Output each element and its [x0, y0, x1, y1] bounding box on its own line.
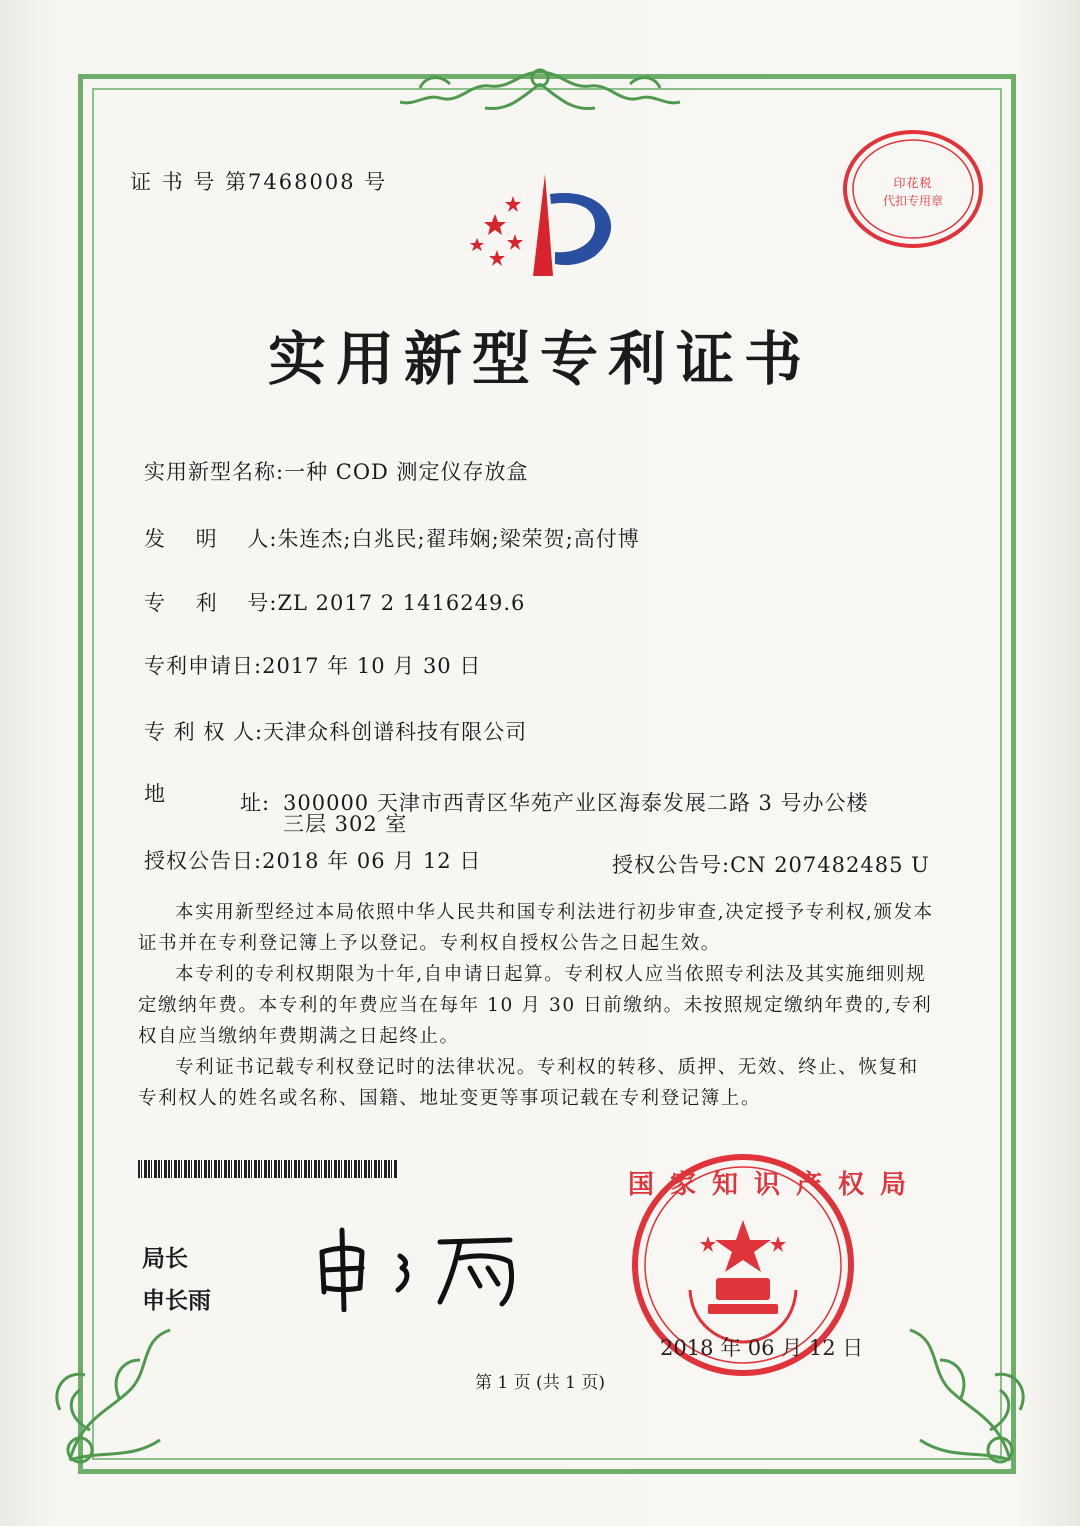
field-utility-name: [144, 456, 529, 486]
field-value: 一种 COD 测定仪存放盒: [284, 460, 529, 484]
field-address-label-1: 地: [144, 782, 166, 806]
tax-stamp-line-1: 印花税: [893, 176, 933, 190]
field-value: ZL 2017 2 1416249.6: [277, 591, 526, 615]
paragraph: 专利证书记载专利权登记时的法律状况。专利权的转移、质押、无效、终止、恢复和专利权人的姓名或名称、国籍、地址变更等事项记载在专利登记簿上。: [138, 1057, 919, 1109]
field-filing-date: [144, 650, 481, 680]
top-ornament: [380, 64, 700, 124]
field-value: CN 207482485 U: [730, 853, 930, 877]
field-patent-number: [144, 587, 525, 617]
official-seal-text: 国家知识产权局: [628, 1170, 923, 1200]
field-address-line-1: 300000 天津市西青区华苑产业区海泰发展二路 3 号办公楼: [283, 791, 869, 815]
certificate-body: [138, 897, 938, 1114]
field-label: 专 利 号:: [144, 591, 278, 615]
document-title: 实用新型专利证书: [267, 325, 812, 393]
page-footer: 第 1 页 (共 1 页): [475, 1373, 605, 1393]
field-grant-date: [144, 845, 481, 875]
certificate-number: 证 书 号 第7468008 号: [130, 170, 388, 194]
field-patentee: [144, 716, 527, 746]
tax-stamp-line-2: 代扣专用章: [882, 194, 943, 208]
field-address-line-2: 三层 302 室: [283, 812, 408, 836]
field-label: 专 利 权 人:: [144, 720, 264, 744]
field-grant-number: [612, 849, 930, 879]
field-label: 专利申请日:: [144, 654, 263, 678]
director-name: 申长雨: [142, 1288, 211, 1314]
director-title: 局长: [142, 1246, 188, 1272]
handwritten-signature: [310, 1222, 550, 1312]
field-label: 授权公告号:: [612, 853, 731, 877]
field-value: 2018 年 06 月 12 日: [262, 849, 482, 873]
field-label: 发 明 人:: [144, 527, 278, 551]
field-value: 朱连杰;白兆民;翟玮娴;梁荣贺;高付博: [277, 527, 640, 551]
field-label: 授权公告日:: [144, 849, 263, 873]
field-value: 2017 年 10 月 30 日: [262, 654, 482, 678]
seal-date: 2018 年 06 月 12 日: [660, 1336, 864, 1360]
paragraph: 本实用新型经过本局依照中华人民共和国专利法进行初步审查,决定授予专利权,颁发本证书并在专利登记簿上予以登记。专利权自授权公告之日起生效。: [138, 902, 934, 954]
field-value: 天津众科创谱科技有限公司: [263, 720, 528, 744]
field-inventors: [144, 523, 640, 553]
barcode: [138, 1160, 398, 1178]
field-label: 实用新型名称:: [144, 460, 285, 484]
patent-office-logo: [455, 166, 635, 286]
tax-stamp: [838, 126, 988, 252]
paragraph: 本专利的专利权期限为十年,自申请日起算。专利权人应当依照专利法及其实施细则规定缴纳年费。本专利的年费应当在每年 10 月 30 日前缴纳。未按照规定缴纳年费的,专利权自应当缴纳年费期满之日起终止。: [138, 964, 933, 1047]
field-address-label-2: 址:: [240, 791, 271, 815]
